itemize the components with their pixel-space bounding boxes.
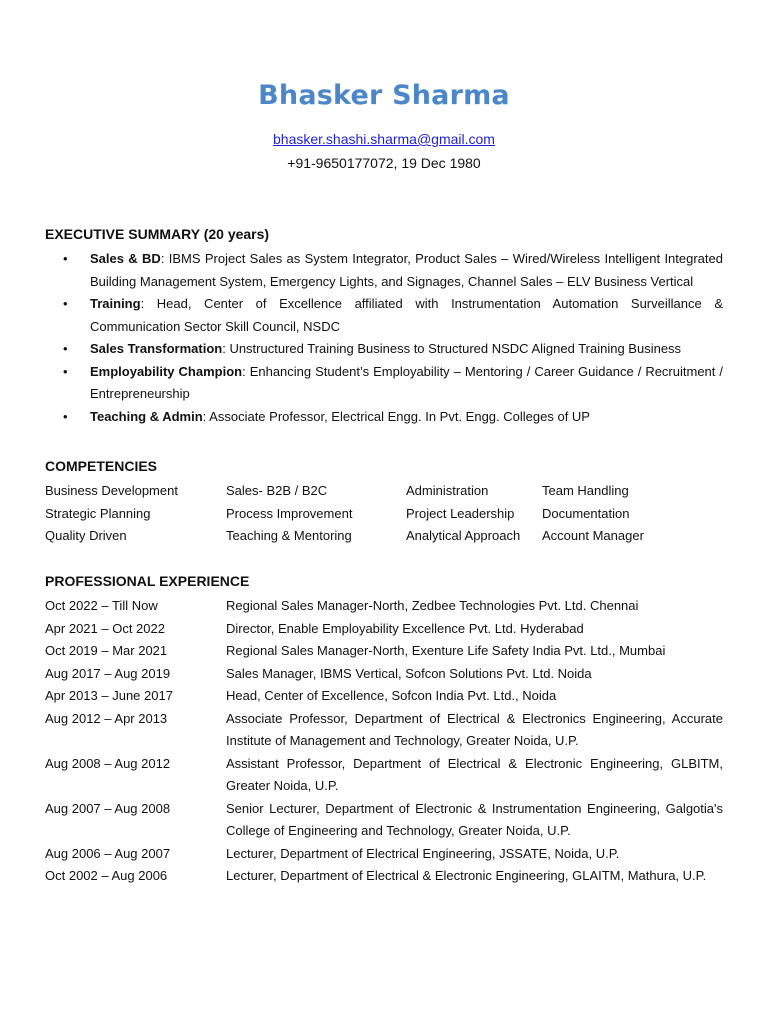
experience-period: Aug 2006 – Aug 2007	[45, 845, 171, 861]
candidate-name: Bhasker Sharma	[258, 80, 510, 111]
competency-item: Process Improvement	[226, 505, 353, 521]
experience-role: Director, Enable Employability Excellence Pvt. Ltd. Hyderabad	[226, 620, 584, 636]
summary-item-text: : Associate Professor, Electrical Engg. In Pvt. Engg. Colleges of UP	[202, 408, 590, 424]
experience-role: Associate Professor, Department of Electrical & Electronics Engineering, Accurate Institute of Management and Technology, Greater Noida, U.P.	[226, 710, 723, 748]
bullet-icon: •	[63, 341, 68, 356]
experience-row	[45, 843, 723, 866]
experience-period: Aug 2012 – Apr 2013	[45, 710, 168, 726]
summary-list	[45, 248, 723, 428]
experience-role: Regional Sales Manager-North, Zedbee Technologies Pvt. Ltd. Chennai	[226, 598, 639, 613]
summary-item-label: Sales & BD	[90, 251, 161, 266]
email-link[interactable]: bhasker.shashi.sharma@gmail.com	[273, 131, 495, 147]
experience-period: Aug 2007 – Aug 2008	[45, 800, 171, 816]
competencies-heading: COMPETENCIES	[45, 458, 158, 474]
experience-row	[45, 865, 723, 888]
competency-row	[45, 480, 745, 503]
competency-item: Team Handling	[542, 483, 629, 498]
experience-role: Regional Sales Manager-North, Exenture Life Safety India Pvt. Ltd., Mumbai	[226, 643, 666, 658]
competency-item: Project Leadership	[406, 505, 515, 521]
experience-role: Head, Center of Excellence, Sofcon India Pvt. Ltd., Noida	[226, 688, 557, 703]
experience-row	[45, 595, 723, 618]
experience-period: Oct 2019 – Mar 2021	[45, 643, 168, 658]
experience-row	[45, 753, 723, 798]
bullet-icon: •	[63, 251, 68, 266]
experience-period: Oct 2022 – Till Now	[45, 598, 158, 613]
summary-item-text: : Unstructured Training Business to Structured NSDC Aligned Training Business	[222, 341, 682, 356]
summary-item-label: Employability Champion	[90, 363, 243, 379]
experience-role: Lecturer, Department of Electrical & Electronic Engineering, GLAITM, Mathura, U.P.	[226, 868, 707, 883]
experience-period: Aug 2008 – Aug 2012	[45, 755, 171, 771]
experience-row	[45, 685, 723, 708]
experience-row	[45, 618, 723, 641]
competency-row	[45, 525, 745, 548]
bullet-icon: •	[63, 296, 68, 311]
competency-row	[45, 503, 745, 526]
experience-period: Aug 2017 – Aug 2019	[45, 665, 171, 681]
experience-role: Assistant Professor, Department of Electrical & Electronic Engineering, GLBITM, Greater Noida, U.P.	[226, 755, 723, 793]
experience-role: Sales Manager, IBMS Vertical, Sofcon Solutions Pvt. Ltd. Noida	[226, 665, 592, 681]
competency-item: Teaching & Mentoring	[226, 528, 352, 543]
contact-info: +91-9650177072, 19 Dec 1980	[287, 155, 481, 171]
competency-item: Strategic Planning	[45, 505, 151, 521]
experience-row	[45, 708, 723, 753]
professional-experience-heading: PROFESSIONAL EXPERIENCE	[45, 573, 250, 589]
summary-item-text: : IBMS Project Sales as System Integrator, Product Sales – Wired/Wireless Intelligent Integrated Building Management System, Emergency Lights, and Signages, Channel Sales – ELV Business Vertical	[90, 251, 723, 289]
experience-row	[45, 798, 723, 843]
experience-period: Apr 2013 – June 2017	[45, 688, 173, 703]
summary-item-text: : Enhancing Student’s Employability – Mentoring / Career Guidance / Recruitment / Entrepreneurship	[90, 363, 724, 401]
summary-item	[45, 338, 723, 361]
experience-role: Senior Lecturer, Department of Electronic & Instrumentation Engineering, Galgotia's College of Engineering and Technology, Greater Noida, U.P.	[226, 800, 723, 838]
bullet-icon: •	[63, 363, 68, 379]
summary-item-text: : Head, Center of Excellence affiliated with Instrumentation Automation Surveillance & Communication Sector Skill Council, NSDC	[90, 296, 723, 334]
experience-row	[45, 663, 723, 686]
competency-item: Business Development	[45, 483, 178, 498]
summary-item	[45, 361, 723, 406]
competency-item: Quality Driven	[45, 528, 127, 543]
competency-item: Documentation	[542, 505, 630, 521]
competencies-grid	[45, 480, 745, 548]
competency-item: Sales- B2B / B2C	[226, 483, 328, 498]
summary-item	[45, 406, 723, 429]
bullet-icon: •	[63, 408, 68, 424]
experience-role: Lecturer, Department of Electrical Engineering, JSSATE, Noida, U.P.	[226, 845, 620, 861]
executive-summary-heading: EXECUTIVE SUMMARY (20 years)	[45, 226, 270, 242]
experience-period: Apr 2021 – Oct 2022	[45, 620, 165, 636]
experience-period: Oct 2002 – Aug 2006	[45, 868, 168, 883]
summary-item-label: Teaching & Admin	[90, 408, 203, 424]
experience-row	[45, 640, 723, 663]
summary-item-label: Sales Transformation	[90, 341, 223, 356]
summary-item	[45, 248, 723, 293]
summary-item-label: Training	[90, 296, 141, 311]
competency-item: Administration	[406, 483, 489, 498]
experience-list	[45, 595, 723, 888]
summary-item	[45, 293, 723, 338]
competency-item: Analytical Approach	[406, 528, 521, 543]
competency-item: Account Manager	[542, 528, 644, 543]
